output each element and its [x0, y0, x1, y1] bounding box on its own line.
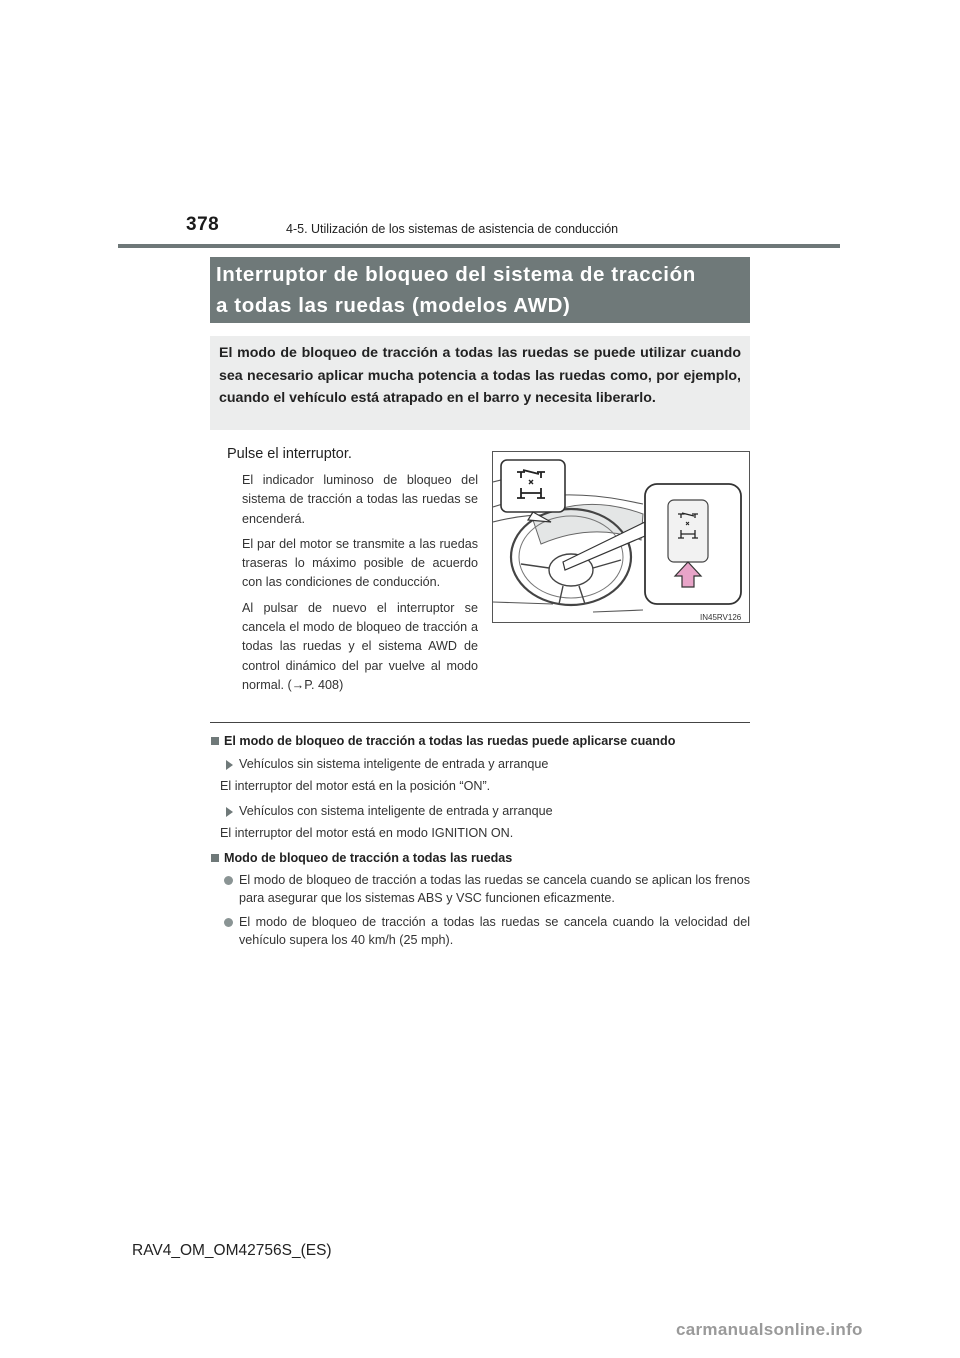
note-text: Vehículos sin sistema inteligente de entrada y arranque [239, 756, 549, 771]
step-paragraph-3: Al pulsar de nuevo el interruptor se cancela el modo de bloqueo de tracción a todas las ruedas y el sistema AWD de control dinámico del par vuelve al modo normal. (→P. 408) [242, 600, 478, 692]
note-text: Vehículos con sistema inteligente de entrada y arranque [239, 803, 553, 818]
step-instruction: Pulse el interruptor. [227, 446, 352, 462]
intro-box: El modo de bloqueo de tracción a todas las ruedas se puede utilizar cuando sea necesario aplicar mucha potencia a todas las ruedas como, por ejemplo, cuando el vehículo está atrapado en el barro y necesita liberarlo. [210, 336, 750, 430]
note-heading-text: El modo de bloqueo de tracción a todas las ruedas puede aplicarse cuando [224, 734, 676, 748]
dashboard-illustration [492, 451, 750, 623]
note-heading-lock-mode [210, 850, 750, 868]
watermark: carmanualsonline.info [676, 1320, 863, 1339]
square-bullet-icon [211, 854, 219, 862]
section-title-line-1: Interruptor de bloqueo del sistema de tracción [216, 263, 696, 286]
section-title [210, 257, 750, 323]
note-text: El modo de bloqueo de tracción a todas las ruedas se cancela cuando la velocidad del vehículo supera los 40 km/h (25 mph). [239, 915, 750, 947]
note-text: El modo de bloqueo de tracción a todas las ruedas se cancela cuando se aplican los frenos para asegurar que los sistemas ABS y VSC funcionen eficazmente. [239, 873, 750, 905]
note-heading-text: Modo de bloqueo de tracción a todas las ruedas [224, 850, 513, 865]
circle-bullet-icon [224, 918, 233, 927]
note-plain-ignition: El interruptor del motor está en modo IGNITION ON. [220, 826, 514, 840]
circle-bullet-icon [224, 876, 233, 885]
section-reference: 4-5. Utilización de los sistemas de asistencia de conducción [286, 222, 619, 236]
square-bullet-icon [211, 737, 219, 745]
note-plain-on: El interruptor del motor está en la posición “ON”. [220, 779, 491, 793]
note-bullet-speed [210, 914, 750, 949]
footer-code: RAV4_OM_OM42756S_(ES) [132, 1242, 332, 1259]
note-vehicle-without-smart-entry [210, 756, 750, 774]
notes-rule [210, 722, 750, 723]
header-rule [118, 244, 840, 248]
note-bullet-brakes [210, 872, 750, 907]
dashboard-drawing [493, 452, 750, 623]
note-heading-conditions [210, 733, 750, 751]
step-description [242, 471, 478, 701]
triangle-bullet-icon [226, 760, 233, 770]
step-paragraph-1: El indicador luminoso de bloqueo del sistema de tracción a todas las ruedas se encenderá. [242, 473, 478, 526]
section-title-line-2: a todas las ruedas (modelos AWD) [216, 294, 571, 317]
page-number: 378 [186, 214, 220, 235]
step-paragraph-2: El par del motor se transmite a las ruedas traseras lo máximo posible de acuerdo con las condiciones de conducción. [242, 536, 478, 590]
note-vehicle-with-smart-entry [210, 803, 750, 821]
notes-section [210, 733, 750, 956]
figure-code: IN45RV126 [700, 613, 742, 622]
triangle-bullet-icon [226, 807, 233, 817]
